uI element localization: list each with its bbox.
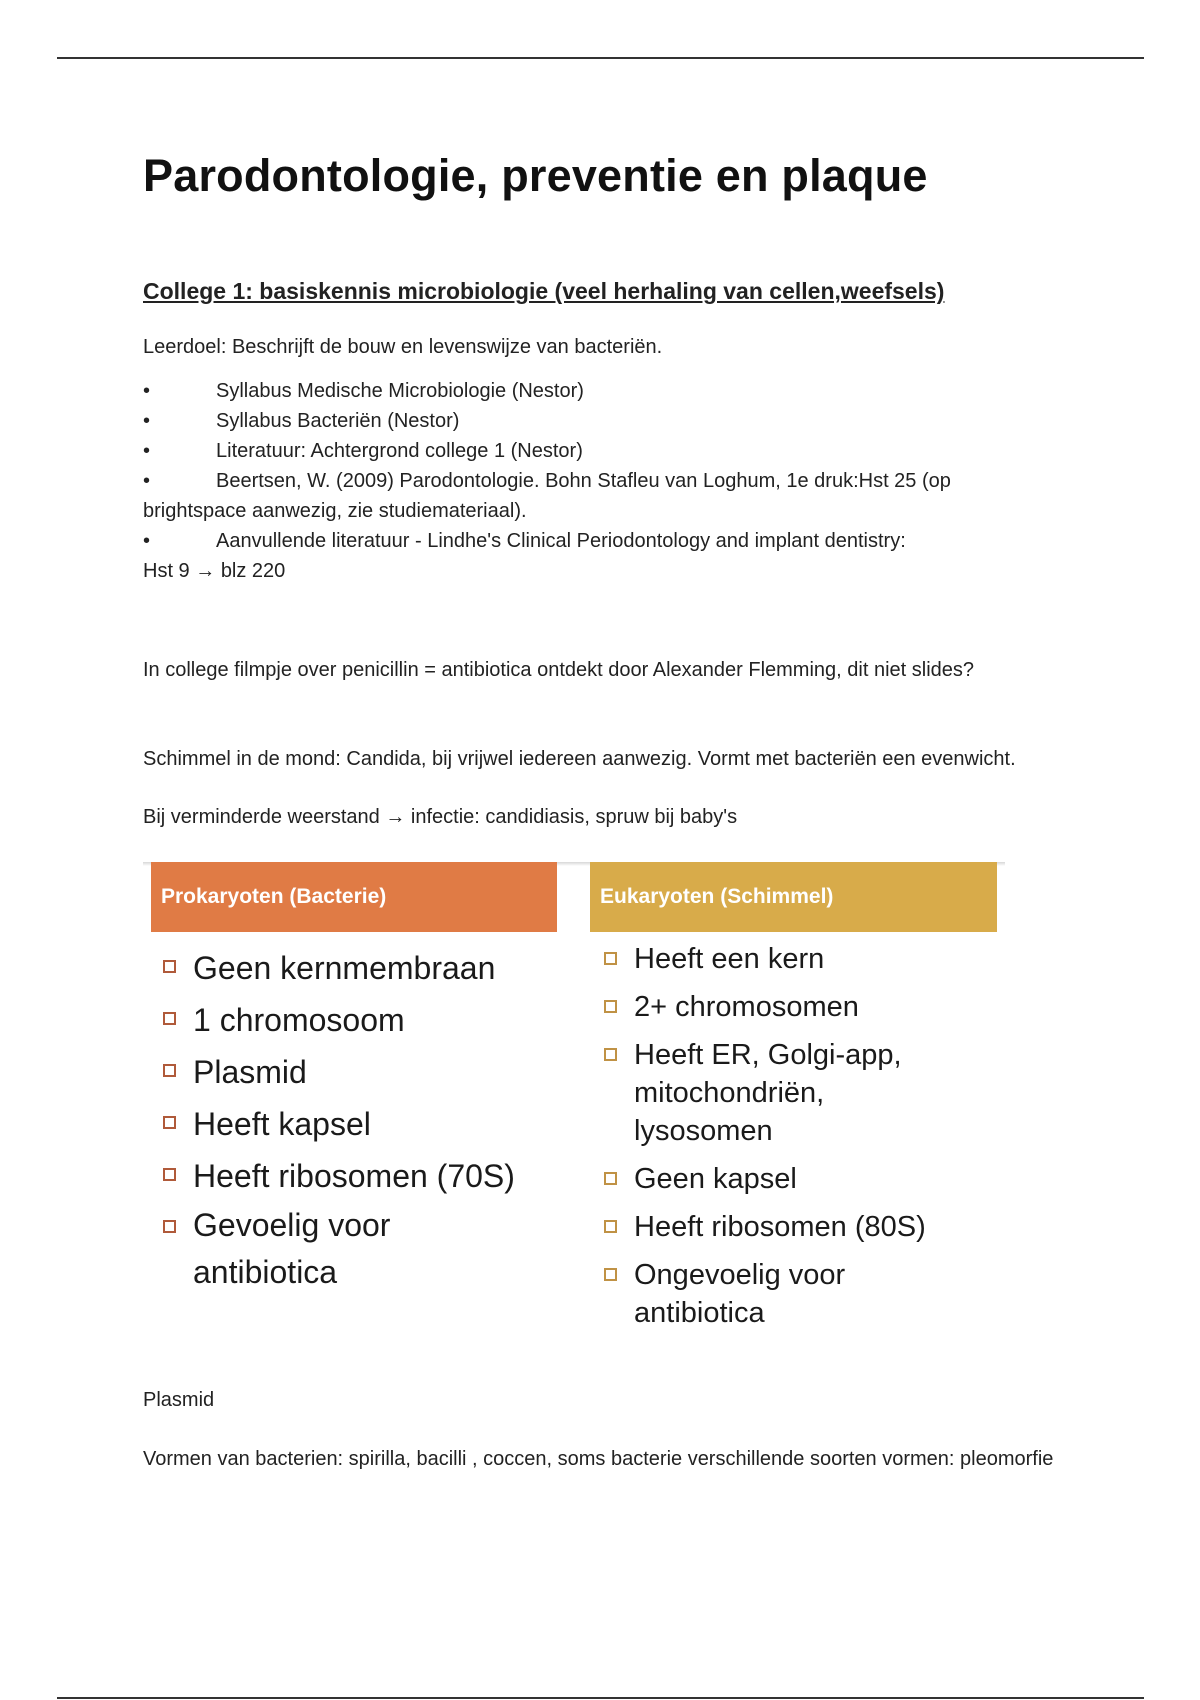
literature-item: Aanvullende literatuur - Lindhe's Clinical Periodontology and implant dentistry: (216, 530, 906, 552)
checkbox-square-icon (604, 1000, 617, 1013)
checkbox-square-icon (163, 1012, 176, 1025)
page-title: Parodontologie, preventie en plaque (143, 150, 928, 201)
weerstand-paragraph (143, 803, 1043, 831)
checkbox-square-icon (604, 952, 617, 965)
eukaryoten-list (602, 940, 1002, 1342)
weerstand-text: Bij verminderde weerstand (143, 806, 380, 828)
list-item (161, 994, 581, 1046)
literature-item-continuation: brightspace aanwezig, zie studiemateriaal). (143, 500, 527, 522)
eukaryoten-item: Ongevoelig voor antibiotica (634, 1259, 846, 1329)
literature-item: Literatuur: Achtergrond college 1 (Nestor) (216, 440, 583, 462)
list-item (161, 1150, 581, 1202)
prokaryoten-item: Gevoelig voor antibiotica (193, 1207, 391, 1290)
list-item (602, 1036, 964, 1150)
checkbox-square-icon (604, 1172, 617, 1185)
bottom-rule (57, 1697, 1144, 1699)
top-rule (57, 57, 1144, 59)
eukaryoten-item: Heeft ER, Golgi-app, mitochondriën, lysosomen (634, 1039, 902, 1147)
literature-item: Beertsen, W. (2009) Parodontologie. Bohn Stafleu van Loghum, 1e druk:Hst 25 (op (216, 470, 951, 492)
list-item (143, 376, 1063, 406)
bullet-icon: • (143, 530, 151, 552)
plasmid-text: Plasmid (143, 1389, 215, 1411)
checkbox-square-icon (163, 1064, 176, 1077)
checkbox-square-icon (604, 1268, 617, 1281)
literature-list (143, 376, 1063, 586)
list-item (143, 526, 1063, 586)
schimmel-paragraph: Schimmel in de mond: Candida, bij vrijwel iedereen aanwezig. Vormt met bacteriën een evenwicht. (143, 748, 1016, 770)
list-item (161, 942, 581, 994)
list-item (161, 1098, 581, 1150)
list-item (143, 436, 1063, 466)
prokaryoten-item: Geen kernmembraan (193, 950, 496, 986)
checkbox-square-icon (604, 1048, 617, 1061)
leerdoel-text: Leerdoel: Beschrijft de bouw en levenswijze van bacteriën. (143, 336, 663, 358)
checkbox-square-icon (163, 1116, 176, 1129)
vormen-paragraph: Vormen van bacterien: spirilla, bacilli , coccen, soms bacterie verschillende soorten vormen: pleomorfie (143, 1448, 1054, 1470)
bullet-icon: • (143, 410, 151, 432)
eukaryoten-item: Heeft een kern (634, 943, 825, 975)
list-item (602, 1256, 914, 1332)
eukaryoten-item: 2+ chromosomen (634, 991, 859, 1023)
list-item (143, 406, 1063, 436)
eukaryoten-header: Eukaryoten (Schimmel) (590, 862, 997, 932)
literature-item-page: blz 220 (220, 560, 286, 582)
checkbox-square-icon (163, 1220, 176, 1233)
literature-item: Syllabus Bacteriën (Nestor) (216, 410, 460, 432)
list-item (161, 1046, 581, 1098)
prokaryoten-item: Heeft ribosomen (70S) (193, 1158, 515, 1194)
list-item (161, 1202, 493, 1296)
eukaryoten-item: Geen kapsel (634, 1163, 797, 1195)
list-item (602, 1160, 1002, 1198)
list-item (602, 988, 1002, 1026)
list-item (602, 940, 1002, 978)
list-item (602, 1208, 1002, 1246)
prokaryoten-item: 1 chromosoom (193, 1002, 405, 1038)
prokaryoten-item: Plasmid (193, 1054, 307, 1090)
weerstand-infectie-text: infectie: candidiasis, spruw bij baby's (410, 806, 738, 828)
arrow-right-icon: → (195, 560, 216, 582)
bullet-icon: • (143, 440, 151, 462)
literature-item-continuation: Hst 9 (143, 560, 190, 582)
bullet-icon: • (143, 380, 151, 402)
college-heading: College 1: basiskennis microbiologie (veel herhaling van cellen,weefsels) (143, 278, 945, 304)
arrow-right-icon: → (385, 806, 406, 828)
list-item (143, 466, 1063, 526)
prokaryoten-header: Prokaryoten (Bacterie) (151, 862, 557, 932)
bullet-icon: • (143, 470, 151, 492)
checkbox-square-icon (163, 960, 176, 973)
checkbox-square-icon (604, 1220, 617, 1233)
eukaryoten-item: Heeft ribosomen (80S) (634, 1211, 926, 1243)
prokaryoten-list (161, 942, 581, 1296)
comparison-slide (143, 862, 1005, 1342)
checkbox-square-icon (163, 1168, 176, 1181)
penicillin-paragraph: In college filmpje over penicillin = antibiotica ontdekt door Alexander Flemming, dit niet slides? (143, 659, 975, 681)
literature-item: Syllabus Medische Microbiologie (Nestor) (216, 380, 584, 402)
prokaryoten-item: Heeft kapsel (193, 1106, 371, 1142)
